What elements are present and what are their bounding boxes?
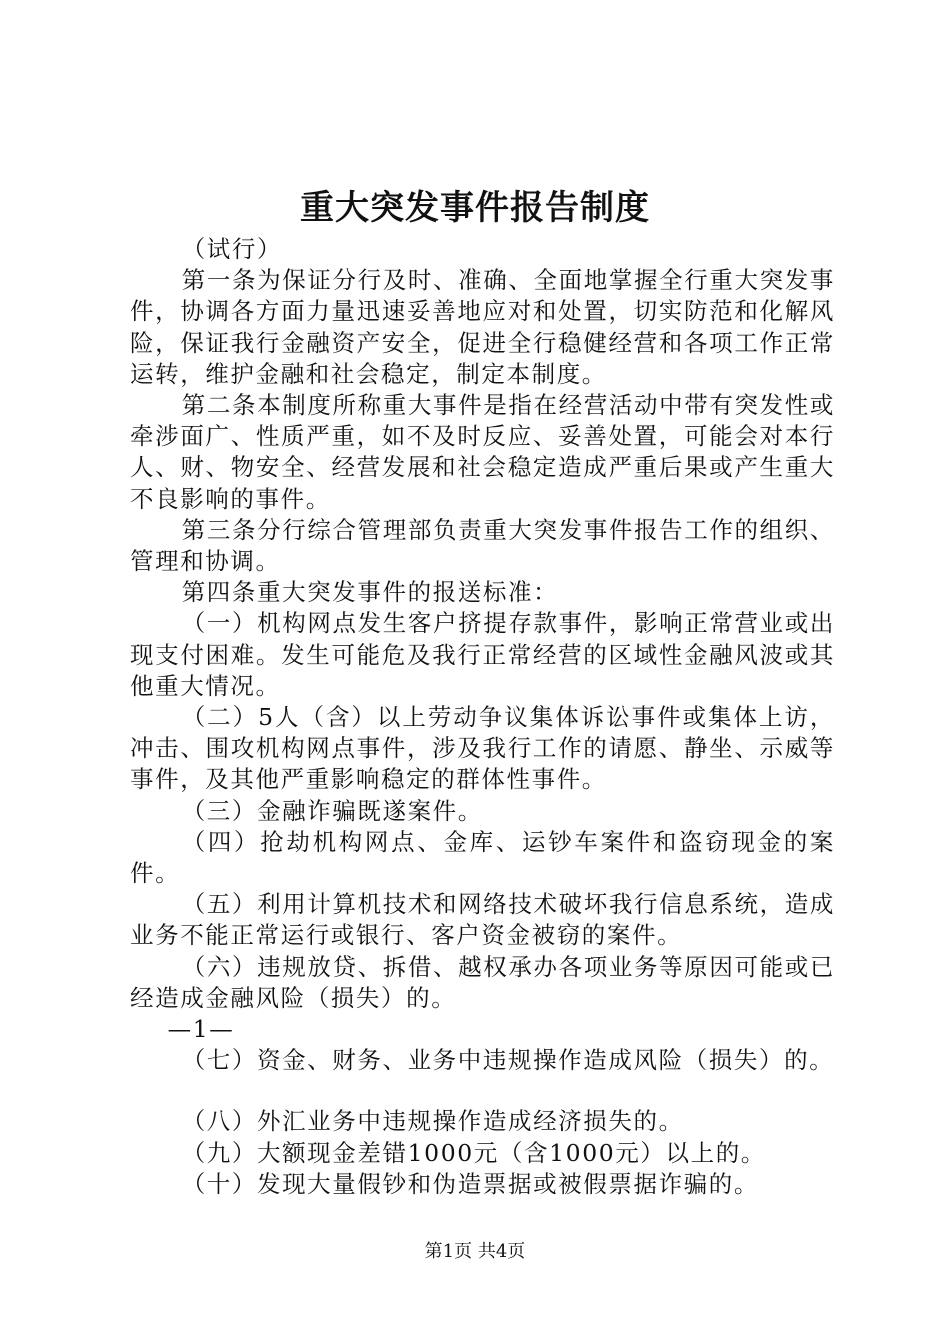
list-item-8: （八）外汇业务中违规操作造成经济损失的。 [181, 1107, 684, 1136]
list-item-10: （十）发现大量假钞和伪造票据或被假票据诈骗的。 [181, 1169, 759, 1198]
list-item-3: （三）金融诈骗既遂案件。 [181, 796, 483, 825]
paragraph-article-3: 第三条分行综合管理部负责重大突发事件报告工作的组织、管理和协调。 [130, 515, 835, 576]
subtitle: （试行） [181, 235, 283, 263]
list-item-6: （六）违规放贷、拆借、越权承办各项业务等原因可能或已经造成金融风险（损失）的。 [130, 952, 835, 1012]
spacer [130, 1076, 835, 1106]
list-item-5: （五）利用计算机技术和网络技术破坏我行信息系统，造成业务不能正常运行或银行、客户资金被窃的案件。 [130, 890, 835, 950]
document-title: 重大突发事件报告制度 [300, 188, 650, 228]
list-item-7: （七）资金、财务、业务中违规操作造成风险（损失）的。 [181, 1046, 835, 1075]
list-item-2: （二）5人（含）以上劳动争议集体诉讼事件或集体上访，冲击、围攻机构网点事件，涉及我行工作的请愿、静坐、示威等事件，及其他严重影响稳定的群体性事件。 [130, 703, 835, 794]
paragraph-article-4: 第四条重大突发事件的报送标准： [181, 578, 559, 607]
page-footer: 第1页 共4页 [424, 1241, 526, 1262]
paragraph-article-1: 第一条为保证分行及时、准确、全面地掌握全行重大突发事件，协调各方面力量迅速妥善地应对和处置，切实防范和化解风险，保证我行金融资产安全，促进全行稳健经营和各项工作正常运转，维护金融和社会稳定，制定本制度。 [130, 266, 835, 388]
paragraph-article-2: 第二条本制度所称重大事件是指在经营活动中带有突发性或牵涉面广、性质严重，如不及时反应、妥善处置，可能会对本行人、财、物安全、经营发展和社会稳定造成严重后果或产生重大不良影响的事件。 [130, 391, 835, 513]
page-mark: —1— [167, 1015, 235, 1044]
document-body [130, 234, 835, 1200]
list-item-9: （九）大额现金差错1000元（含1000元）以上的。 [181, 1138, 766, 1167]
list-item-1: （一）机构网点发生客户挤提存款事件，影响正常营业或出现支付困难。发生可能危及我行正常经营的区域性金融风波或其他重大情况。 [130, 609, 835, 700]
list-item-4: （四）抢劫机构网点、金库、运钞车案件和盗窃现金的案件。 [130, 827, 835, 888]
